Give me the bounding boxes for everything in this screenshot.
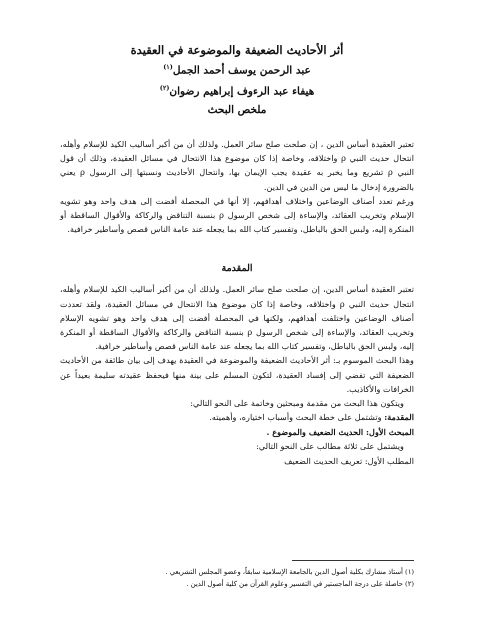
footnote-1-text: أستاذ مشارك بكلية أصول الدين بالجامعة الإسلامية سابقاً، وعضو المجلس التشريعي . <box>165 568 403 576</box>
introduction-item <box>60 410 414 424</box>
footnote-2-text: حاصلة على درجة الماجستير في التفسير وعلوم القرآن من كلية أصول الدين . <box>186 580 403 588</box>
introduction-item-label: المقدمة: <box>384 412 414 423</box>
introduction-heading: المقدمة <box>221 263 253 275</box>
author-2 <box>60 80 414 101</box>
author-2-name: هيفاء عبد الرءوف إبراهيم رضوان <box>169 85 315 97</box>
footnote-2 <box>60 578 414 590</box>
footnote-1-mark: (١) <box>405 568 414 576</box>
author-1 <box>60 59 414 80</box>
requirement-1: المطلب الأول: تعريف الحديث الضعيف <box>284 455 414 466</box>
abstract-heading: ملخص البحث <box>207 104 267 116</box>
footnote-1 <box>60 566 414 578</box>
footnote-2-mark: (٢) <box>405 580 414 588</box>
abstract-paragraph-1: تعتبر العقيدة أساس الدين ، إن صلحت صلح سائر العمل. ولذلك أن من أكبر أساليب الكيد للإسلام وأهله، انتحال حديث النبي ρ واختلاقه، وخاصة إذا كان موضوع هذا الانتحال في مسائل العقيدة، وذلك أن قول النبي ρ تشريع وما يخبر به عقيدة يجب الإيمان بها، وانتحال الأحاديث ونسبتها إلى الرسول ρ يعني بالضرورة إدخال ما ليس من الدين في الدين. <box>60 139 414 192</box>
section-1-title: المبحث الأول: الحديث الضعيف والموضوع . <box>266 426 414 437</box>
introduction-item-description: وتشتمل على خطة البحث وأسباب اختياره، وأهميته. <box>209 412 382 423</box>
footnote-separator <box>292 560 414 561</box>
plan-line: ويتكون هذا البحث من مقدمة ومبحثين وخاتمة على النحو التالي: <box>190 398 404 409</box>
author-1-footnote-mark: (١) <box>163 63 173 71</box>
introduction-paragraph-2: وهذا البحث الموسوم بـ: أثر الأحاديث الضعيفة والموضوعة في العقيدة يهدف إلى بيان طائفة من الأحاديث الضعيفة التي تفضي إلى إفساد العقيدة، لتكون المسلم على بينة منها فيحفظ عقيدته سليمة بعيداً عن الخرافات والأكاذيب. <box>60 355 414 394</box>
footnotes <box>60 566 414 590</box>
section-1-line: ويشتمل على ثلاثة مطالب على النحو التالي: <box>256 441 404 452</box>
author-1-name: عبد الرحمن يوسف أحمد الجمل <box>172 64 311 77</box>
introduction-paragraph-1: تعتبر العقيدة أساس الدين، إن صلحت صلح سائر العمل. ولذلك أن من أكبر أساليب الكيد للإسلام وأهله، انتحال حديث النبي ρ واختلاقه، وخاصة إذا كان موضوع هذا الانتحال في مسائل العقيدة، ولقد تعددت أصناف الوضاعين واختلفت أهدافهم، ولكنها في المحصلة أفضت إلى هدف واحد وهو تشويه الإسلام وتخريب العقائد، والإساءة إلى شخص الرسول ρ بنسبة التناقض والركاكة والأقوال الساقطة أو المنكرة إليه، ولبس الحق بالباطل، وتفسير كتاب الله بما يجعله عند عامة الناس قصص وأساطير خرافية. <box>60 284 415 352</box>
author-2-footnote-mark: (٢) <box>159 83 170 92</box>
paper-title: أثر الأحاديث الضعيفة والموضوعة في العقيدة <box>130 43 344 57</box>
abstract-paragraph-2: ورغم تعدد أصناف الوضاعين واختلاف أهدافهم، إلا أنها في المحصلة أفضت إلى هدف واحد وهو تشويه الإسلام وتخريب العقائد، والإساءة إلى شخص الرسول ρ بنسبة التناقض والركاكة والأقوال الساقطة أو المنكرة إليه، ولبس الحق بالباطل، وتفسير كتاب الله بما يجعله عند عامة الناس قصص وأساطير خرافية. <box>60 195 414 235</box>
